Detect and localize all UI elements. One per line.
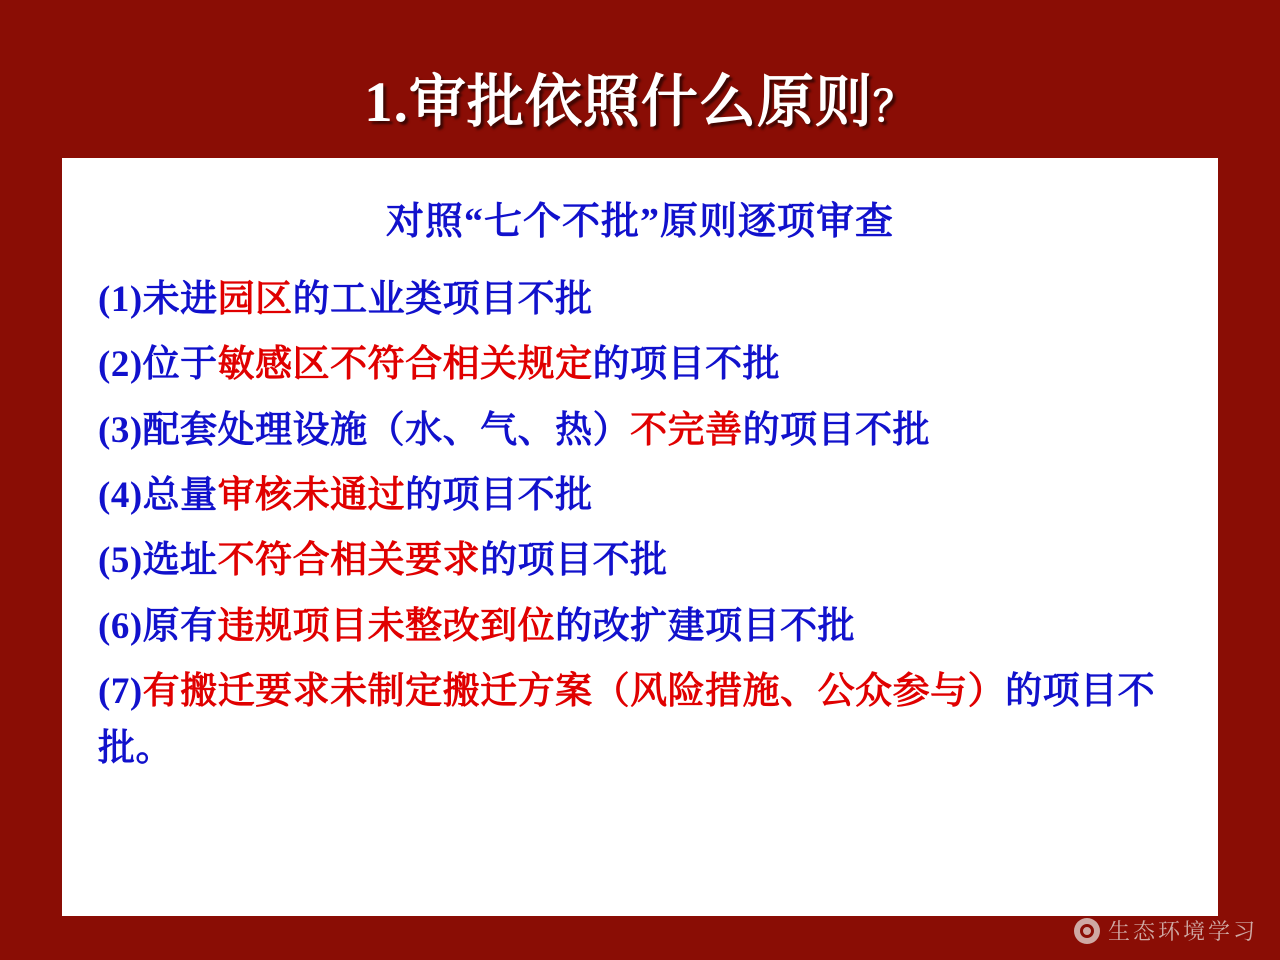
principle-list [80,271,1200,778]
list-item-text: 不符合相关要求 [217,540,481,582]
list-item-text: 的改扩建项目不批 [555,605,856,647]
list-item-text: 位于 [142,344,218,386]
list-item-text: 的项目不批。 [98,671,1156,770]
list-item-text: 的项目不批 [592,344,781,386]
list-item-number: (7) [98,671,143,713]
watermark [1074,915,1258,946]
list-item-text: 审核未通过 [217,475,406,517]
list-item-number: (5) [98,540,143,582]
list-item-text: 不完善 [630,409,743,451]
list-item [98,598,1182,655]
list-item [98,663,1182,778]
list-item-text: 未进 [142,279,218,320]
list-item-number: (2) [98,344,143,386]
list-item-text: 的项目不批 [742,409,931,451]
list-item-number: (4) [98,475,143,517]
list-item-text: 的项目不批 [405,475,593,517]
list-item-text: 的工业类 [292,279,443,320]
list-item-text: 总量 [142,475,218,517]
wechat-logo-icon [1074,918,1100,944]
list-item [98,336,1182,393]
list-item-number: (1) [98,279,143,320]
list-item-text: 原有 [142,605,218,647]
list-item-number: (6) [98,605,143,647]
watermark-label: 生态环境学习 [1107,919,1258,944]
list-item-text: 有搬迁要求未制定搬迁方案（风险措施、公众参与） [142,671,1006,713]
list-item-text: 项目不批 [442,279,593,320]
page-title-text: 1.审批依照什么原则 [364,71,873,134]
list-item-number: (3) [98,409,143,451]
list-item-text: 敏感区不符合相关规定 [217,344,593,386]
list-item-text: 选址 [142,540,218,582]
list-item-text: 的项目不批 [480,540,668,582]
list-item [98,532,1182,589]
list-item-text: 违规项目未整改到位 [217,605,556,647]
page-title [0,56,1280,138]
page-title-question-mark: ？ [872,85,916,131]
content-card [62,158,1218,916]
list-item [98,271,1182,328]
list-item [98,467,1182,524]
list-item [98,402,1182,459]
content-subtitle: 对照“七个不批”原则逐项审查 [385,201,894,243]
list-item-text: 园区 [217,279,293,320]
list-item-text: 配套处理设施（水、气、热） [142,409,631,451]
